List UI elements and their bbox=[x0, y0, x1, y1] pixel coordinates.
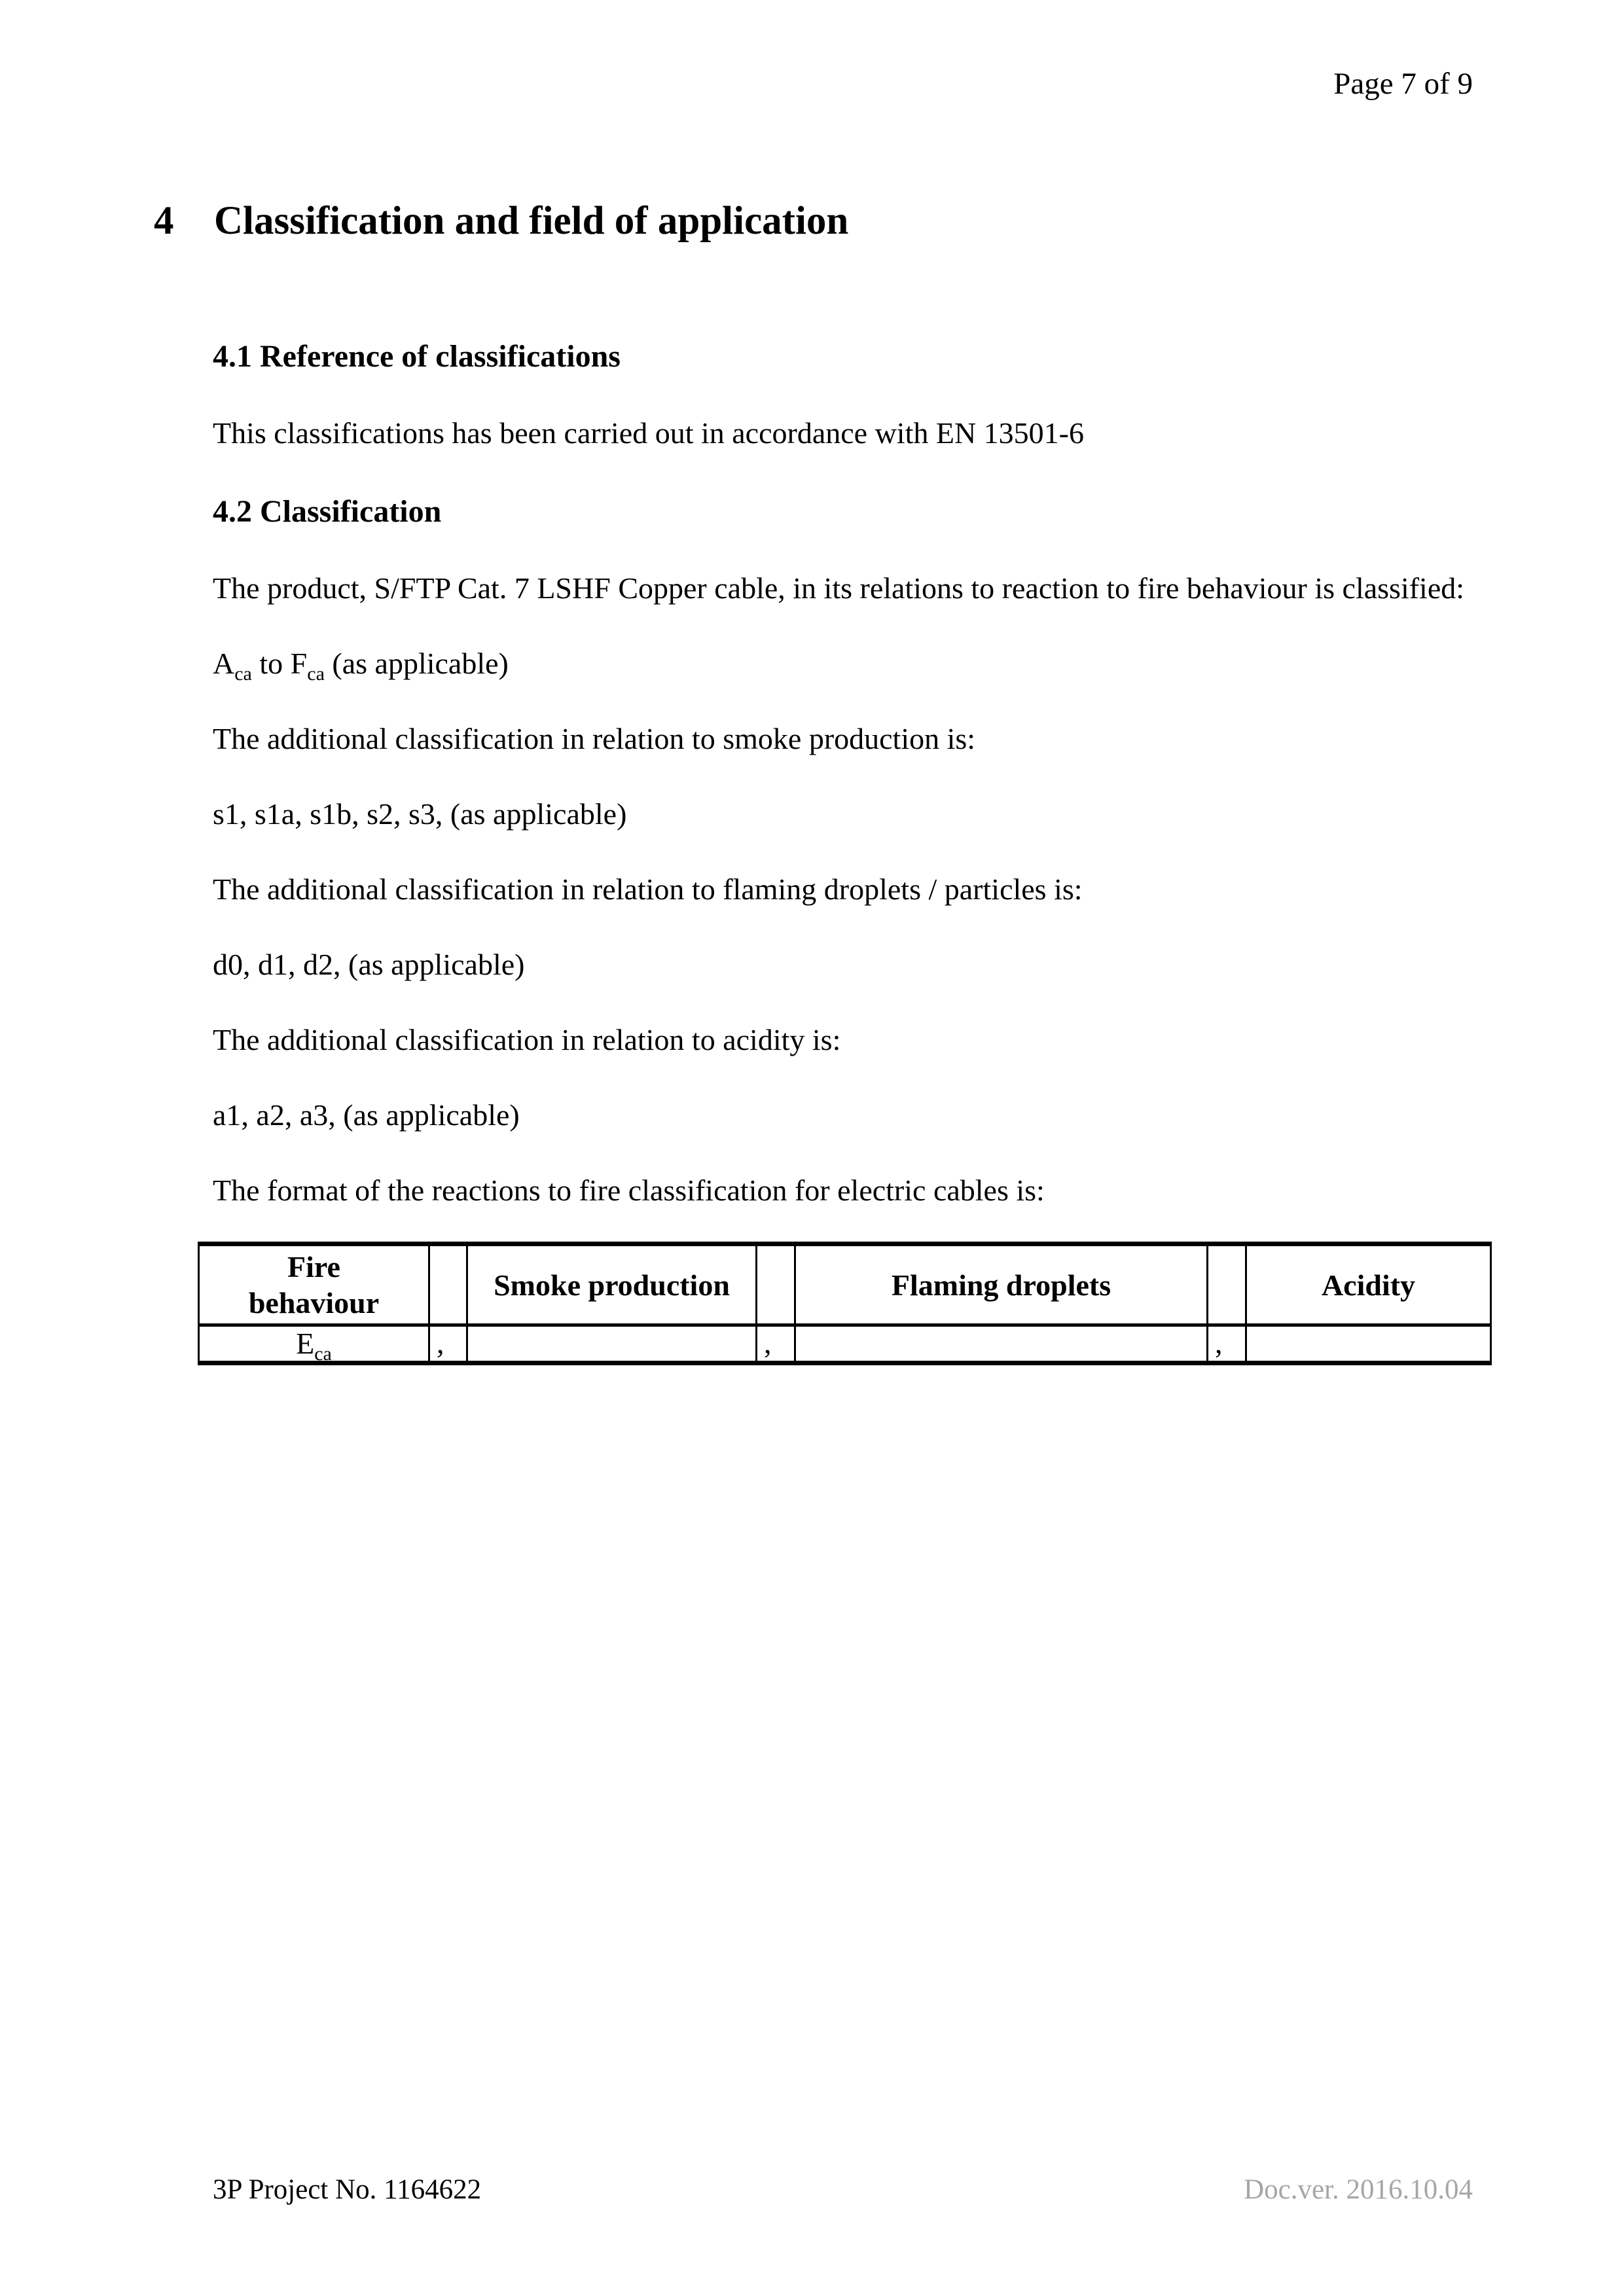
fire-class-value-base: E bbox=[296, 1327, 315, 1360]
paragraph-reference-body: This classifications has been carried out in accordance with EN 13501-6 bbox=[213, 416, 1084, 450]
fire-class-sub-a: ca bbox=[234, 663, 252, 685]
footer-doc-version: Doc.ver. 2016.10.04 bbox=[1244, 2174, 1473, 2205]
section-number: 4 bbox=[154, 199, 174, 243]
table-data-row bbox=[199, 1325, 1491, 1363]
table-header-acidity: Acidity bbox=[1246, 1244, 1491, 1325]
paragraph-product-intro: The product, S/FTP Cat. 7 LSHF Copper cable, in its relations to reaction to fire behaviour is classified: bbox=[213, 571, 1465, 605]
table-cell-droplets-value bbox=[795, 1325, 1208, 1363]
paragraph-acidity-values: a1, a2, a3, (as applicable) bbox=[213, 1098, 520, 1132]
table-cell-separator: , bbox=[1208, 1325, 1246, 1363]
table-cell-separator: , bbox=[429, 1325, 467, 1363]
paragraph-smoke-label: The additional classification in relation to smoke production is: bbox=[213, 722, 976, 755]
table-cell-separator: , bbox=[757, 1325, 795, 1363]
table-header-spacer bbox=[757, 1244, 795, 1325]
table-cell-smoke-value bbox=[467, 1325, 757, 1363]
table-header-row bbox=[199, 1244, 1491, 1325]
section-title: Classification and field of application bbox=[214, 199, 849, 243]
table-header-spacer bbox=[1208, 1244, 1246, 1325]
paragraph-droplets-values: d0, d1, d2, (as applicable) bbox=[213, 948, 525, 981]
fire-class-base-a: A bbox=[213, 647, 235, 680]
fire-class-mid: to F bbox=[251, 647, 308, 680]
page-content bbox=[154, 0, 1473, 1365]
paragraph-droplets-label: The additional classification in relation to flaming droplets / particles is: bbox=[213, 872, 1083, 906]
paragraph-acidity-label: The additional classification in relation to acidity is: bbox=[213, 1023, 841, 1056]
table-header-flaming-droplets: Flaming droplets bbox=[795, 1244, 1208, 1325]
classification-format-table bbox=[198, 1242, 1492, 1365]
table-header-spacer bbox=[429, 1244, 467, 1325]
section-heading bbox=[154, 196, 1473, 246]
table-header-smoke-production: Smoke production bbox=[467, 1244, 757, 1325]
paragraph-fire-class-range bbox=[213, 645, 1473, 685]
paragraph-smoke-values: s1, s1a, s1b, s2, s3, (as applicable) bbox=[213, 797, 627, 831]
paragraph-format-label: The format of the reactions to fire classification for electric cables is: bbox=[213, 1174, 1045, 1207]
table-header-fire-behaviour: Fire behaviour bbox=[199, 1244, 429, 1325]
footer-project-number: 3P Project No. 1164622 bbox=[213, 2174, 482, 2205]
fire-class-tail: (as applicable) bbox=[324, 647, 509, 680]
subsection-heading-4-2: 4.2 Classification bbox=[213, 494, 442, 529]
fire-class-value-sub: ca bbox=[314, 1343, 332, 1365]
page-indicator: Page 7 of 9 bbox=[1333, 67, 1473, 101]
fire-class-sub-f: ca bbox=[307, 663, 325, 685]
table-cell-fire-class bbox=[199, 1325, 429, 1363]
table-cell-acidity-value bbox=[1246, 1325, 1491, 1363]
subsection-heading-4-1: 4.1 Reference of classifications bbox=[213, 339, 621, 374]
